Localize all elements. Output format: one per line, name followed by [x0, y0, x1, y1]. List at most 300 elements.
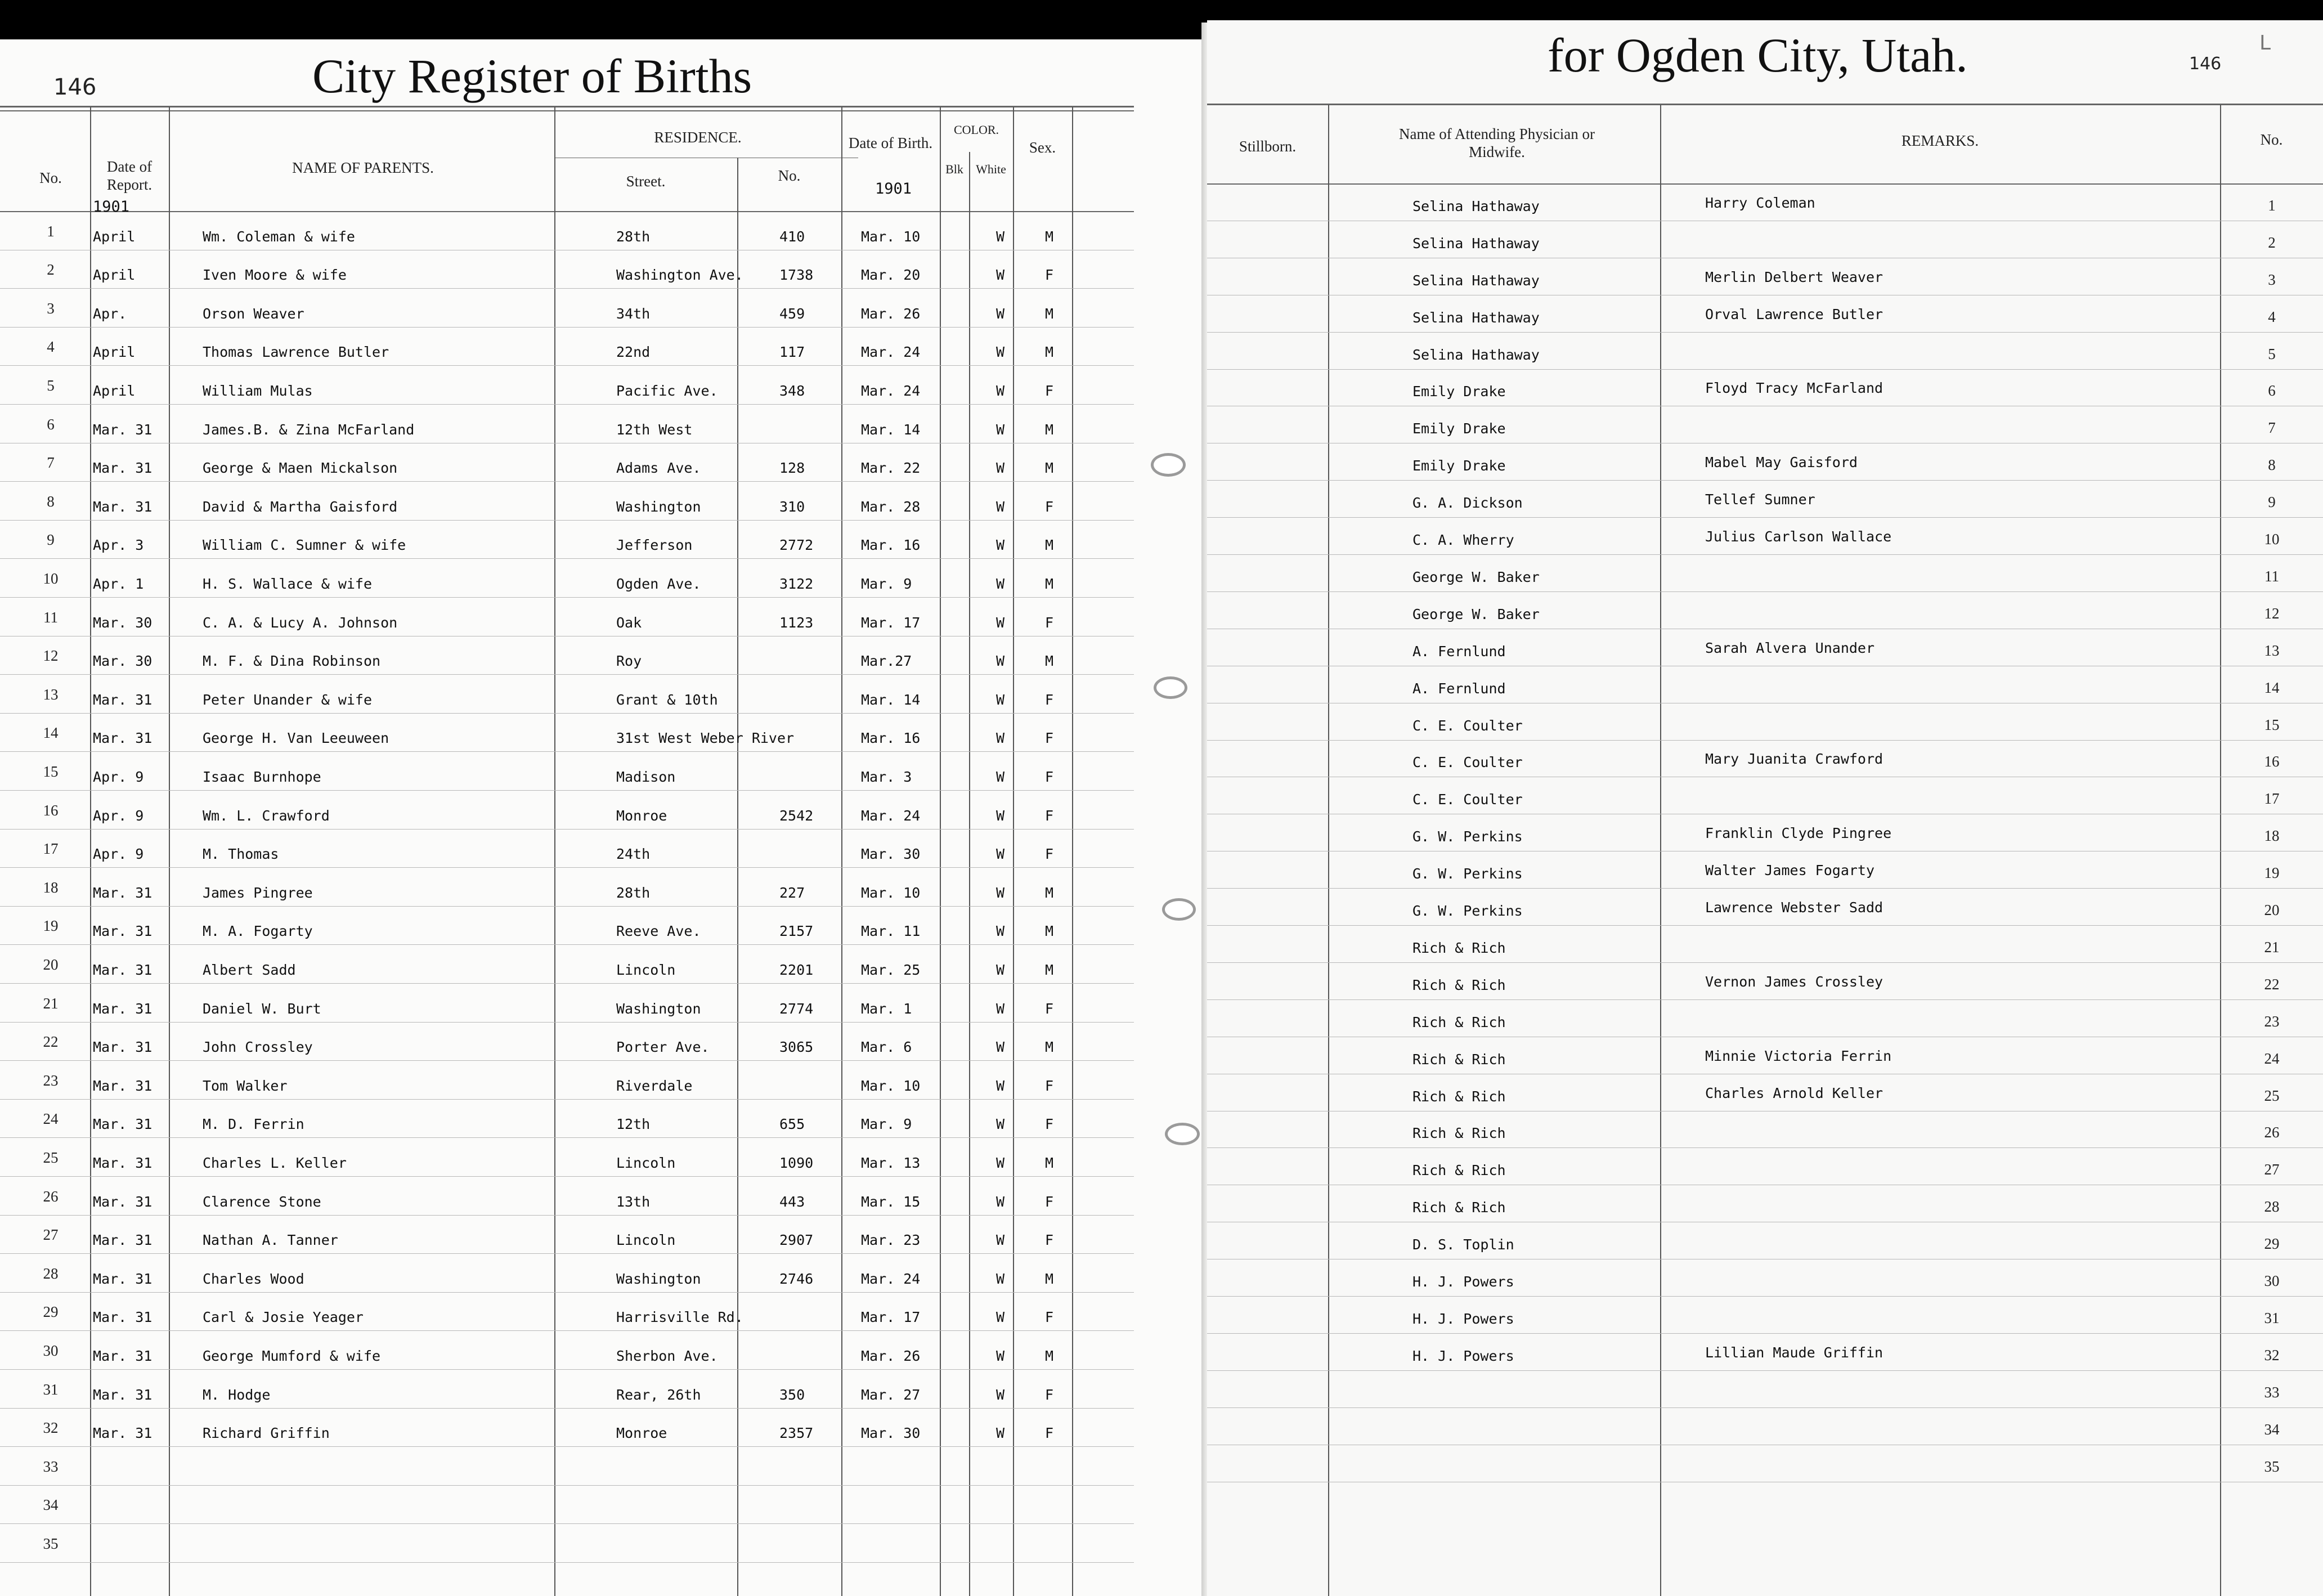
row-number: 29 — [43, 1303, 59, 1321]
row-number: 28 — [2264, 1198, 2280, 1216]
header-no: No. — [39, 169, 62, 186]
cell-street: 13th — [616, 1193, 651, 1210]
cell-parents: Orson Weaver — [203, 305, 304, 322]
cell-parents: M. Thomas — [203, 846, 279, 863]
cell-street: Washington — [616, 1000, 701, 1017]
cell-color: W — [996, 344, 1005, 361]
cell-birth: Mar. 24 — [861, 807, 921, 824]
cell-parents: George H. Van Leeuween — [203, 730, 389, 747]
row-rule — [0, 1292, 1134, 1293]
cell-color: W — [996, 1116, 1005, 1133]
cell-sex: F — [1045, 846, 1054, 863]
cell-street: Pacific Ave. — [616, 383, 718, 399]
row-rule — [1207, 1147, 2323, 1148]
cell-physician: Selina Hathaway — [1412, 235, 1540, 252]
row-rule — [0, 327, 1134, 328]
cell-physician: Rich & Rich — [1412, 1088, 1506, 1105]
cell-remarks: Franklin Clyde Pingree — [1705, 825, 1892, 842]
cell-physician: C. E. Coulter — [1412, 754, 1523, 771]
cell-report: Mar. 31 — [93, 1270, 153, 1287]
cell-color: W — [996, 1386, 1005, 1403]
col-divider — [940, 107, 941, 1596]
cell-color: W — [996, 1039, 1005, 1056]
cell-birth: Mar. 30 — [861, 1425, 921, 1442]
cell-num: 117 — [779, 344, 805, 361]
header-top-rule — [0, 106, 1134, 107]
header-stillborn: Stillborn. — [1239, 138, 1297, 155]
cell-color: W — [996, 962, 1005, 978]
row-number: 18 — [2264, 827, 2280, 845]
cell-sex: M — [1045, 1155, 1054, 1171]
cell-parents: Clarence Stone — [203, 1193, 321, 1210]
left-page — [0, 39, 1227, 1596]
cell-street: 34th — [616, 305, 651, 322]
row-number: 3 — [2268, 271, 2276, 288]
cell-color: W — [996, 1077, 1005, 1094]
cell-street: Rear, 26th — [616, 1386, 701, 1403]
cell-report: April — [93, 344, 136, 361]
cell-remarks: Vernon James Crossley — [1705, 973, 1883, 990]
cell-report: Mar. 31 — [93, 1386, 153, 1403]
cell-num: 2746 — [779, 1270, 814, 1287]
cell-remarks: Sarah Alvera Unander — [1705, 639, 1875, 656]
cell-physician: C. A. Wherry — [1412, 532, 1514, 548]
row-rule — [1207, 740, 2323, 741]
row-number: 27 — [2264, 1161, 2280, 1178]
cell-birth: Mar. 10 — [861, 228, 921, 245]
row-rule — [0, 404, 1134, 405]
cell-sex: M — [1045, 1270, 1054, 1287]
cell-parents: Thomas Lawrence Butler — [203, 344, 389, 361]
cell-physician: Selina Hathaway — [1412, 309, 1540, 326]
row-rule — [0, 1562, 1134, 1563]
row-number: 30 — [43, 1342, 59, 1359]
row-number: 31 — [43, 1380, 59, 1398]
row-number: 8 — [2268, 456, 2276, 474]
cell-birth: Mar. 1 — [861, 1000, 912, 1017]
cell-parents: Peter Unander & wife — [203, 691, 373, 708]
row-rule — [0, 1215, 1134, 1216]
cell-num: 3065 — [779, 1039, 814, 1056]
cell-remarks: Floyd Tracy McFarland — [1705, 380, 1883, 397]
row-number: 17 — [2264, 790, 2280, 808]
row-rule — [0, 674, 1134, 675]
row-number: 26 — [43, 1187, 59, 1205]
cell-physician: H. J. Powers — [1412, 1310, 1514, 1327]
header-bottom-rule — [1207, 183, 2323, 185]
cell-street: Adams Ave. — [616, 460, 701, 477]
cell-street: 12th West — [616, 421, 693, 438]
cell-num: 350 — [779, 1386, 805, 1403]
cell-sex: F — [1045, 498, 1054, 515]
row-number: 6 — [47, 415, 55, 433]
cell-color: W — [996, 807, 1005, 824]
cell-street: 24th — [616, 846, 651, 863]
row-number: 26 — [2264, 1124, 2280, 1141]
cell-sex: M — [1045, 884, 1054, 901]
cell-physician: C. E. Coulter — [1412, 717, 1523, 734]
row-rule — [0, 1253, 1134, 1254]
row-number: 4 — [2268, 308, 2276, 325]
row-number: 24 — [2264, 1050, 2280, 1067]
header-no: No. — [2260, 131, 2283, 148]
row-number: 34 — [43, 1496, 59, 1514]
cell-sex: M — [1045, 228, 1054, 245]
cell-physician: Selina Hathaway — [1412, 198, 1540, 214]
cell-birth: Mar. 14 — [861, 421, 921, 438]
row-rule — [1207, 1296, 2323, 1297]
cell-birth: Mar. 14 — [861, 691, 921, 708]
cell-report: Mar. 31 — [93, 962, 153, 978]
row-number: 10 — [43, 570, 59, 587]
row-rule — [0, 944, 1134, 945]
cell-birth: Mar. 24 — [861, 344, 921, 361]
header-street: Street. — [626, 173, 666, 190]
cell-street: Roy — [616, 653, 642, 670]
cell-report: Mar. 30 — [93, 653, 153, 670]
cell-remarks: Lawrence Webster Sadd — [1705, 899, 1883, 916]
row-number: 28 — [43, 1265, 59, 1282]
cell-birth: Mar. 27 — [861, 1386, 921, 1403]
col-divider — [1660, 105, 1661, 1596]
cell-color: W — [996, 267, 1005, 284]
cell-sex: M — [1045, 460, 1054, 477]
cell-birth: Mar. 13 — [861, 1155, 921, 1171]
cell-report: Mar. 31 — [93, 1077, 153, 1094]
cell-birth: Mar. 30 — [861, 846, 921, 863]
header-sex: Sex. — [1029, 139, 1056, 156]
row-rule — [0, 867, 1134, 868]
row-rule — [1207, 1370, 2323, 1371]
row-rule — [0, 1446, 1134, 1447]
row-rule — [1207, 332, 2323, 333]
row-rule — [0, 790, 1134, 791]
row-rule — [1207, 369, 2323, 370]
cell-report: Apr. 9 — [93, 846, 144, 863]
header-residence: RESIDENCE. — [654, 129, 742, 146]
col-divider — [554, 107, 555, 1596]
col-divider — [969, 152, 970, 1596]
right-page-number: 146 — [2189, 54, 2222, 74]
cell-color: W — [996, 614, 1005, 631]
cell-report: Apr. 9 — [93, 769, 144, 785]
cell-sex: F — [1045, 1193, 1054, 1210]
row-rule — [1207, 888, 2323, 889]
cell-report: Mar. 31 — [93, 421, 153, 438]
cell-parents: Nathan A. Tanner — [203, 1232, 338, 1249]
cell-num: 459 — [779, 305, 805, 322]
row-rule — [0, 288, 1134, 289]
cell-parents: William C. Sumner & wife — [203, 537, 406, 554]
cell-birth: Mar. 9 — [861, 1116, 912, 1133]
row-rule — [1207, 925, 2323, 926]
cell-physician: Rich & Rich — [1412, 1162, 1506, 1179]
cell-birth: Mar. 15 — [861, 1193, 921, 1210]
cell-report: April — [93, 267, 136, 284]
col-divider — [841, 107, 842, 1596]
cell-physician: Rich & Rich — [1412, 939, 1506, 956]
cell-num: 2157 — [779, 923, 814, 940]
cell-birth: Mar. 11 — [861, 923, 921, 940]
cell-parents: John Crossley — [203, 1039, 313, 1056]
cell-sex: M — [1045, 1039, 1054, 1056]
row-number: 13 — [43, 685, 59, 703]
header-remarks: REMARKS. — [1901, 132, 1979, 149]
cell-sex: F — [1045, 267, 1054, 284]
row-number: 4 — [47, 338, 55, 356]
row-rule — [0, 1330, 1134, 1331]
row-rule — [1207, 999, 2323, 1000]
row-number: 22 — [43, 1033, 59, 1051]
cell-birth: Mar. 3 — [861, 769, 912, 785]
row-number: 30 — [2264, 1272, 2280, 1289]
cell-parents: James Pingree — [203, 884, 313, 901]
cell-street: Riverdale — [616, 1077, 693, 1094]
row-number: 11 — [2264, 567, 2279, 585]
row-number: 6 — [2268, 382, 2276, 400]
cell-report: Mar. 31 — [93, 1425, 153, 1442]
cell-sex: M — [1045, 537, 1054, 554]
cell-birth: Mar. 10 — [861, 1077, 921, 1094]
cell-sex: F — [1045, 691, 1054, 708]
row-number: 35 — [2264, 1458, 2280, 1475]
cell-physician: Emily Drake — [1412, 383, 1506, 400]
cell-color: W — [996, 498, 1005, 515]
row-number: 13 — [2264, 642, 2280, 659]
cell-physician: H. J. Powers — [1412, 1274, 1514, 1290]
cell-color: W — [996, 576, 1005, 592]
cell-sex: M — [1045, 653, 1054, 670]
col-divider — [2220, 105, 2221, 1596]
cell-birth: Mar. 24 — [861, 1270, 921, 1287]
row-number: 9 — [2268, 494, 2276, 511]
cell-physician: A. Fernlund — [1412, 680, 1506, 697]
cell-report: Mar. 31 — [93, 1155, 153, 1171]
cell-num: 310 — [779, 498, 805, 515]
cell-physician: George W. Baker — [1412, 568, 1540, 585]
row-rule — [0, 365, 1134, 366]
header-birth-year: 1901 — [875, 180, 912, 198]
cell-parents: Wm. L. Crawford — [203, 807, 330, 824]
cell-num: 2774 — [779, 1000, 814, 1017]
cell-remarks: Lillian Maude Griffin — [1705, 1344, 1883, 1361]
row-rule — [0, 906, 1134, 907]
cell-physician: Selina Hathaway — [1412, 346, 1540, 363]
row-rule — [0, 829, 1134, 830]
row-number: 23 — [43, 1072, 59, 1089]
row-number: 2 — [2268, 234, 2276, 251]
cell-num: 410 — [779, 228, 805, 245]
cell-birth: Mar. 23 — [861, 1232, 921, 1249]
header-color: COLOR. — [953, 123, 999, 137]
cell-report: April — [93, 228, 136, 245]
row-number: 3 — [47, 299, 55, 317]
cell-num: 2357 — [779, 1425, 814, 1442]
cell-sex: F — [1045, 730, 1054, 747]
cell-parents: Daniel W. Burt — [203, 1000, 321, 1017]
cell-street: 31st West Weber River — [616, 730, 795, 747]
cell-street: Grant & 10th — [616, 691, 718, 708]
header-blk: Blk — [945, 162, 963, 176]
cell-sex: M — [1045, 923, 1054, 940]
cell-sex: F — [1045, 1232, 1054, 1249]
cell-color: W — [996, 846, 1005, 863]
cell-parents: Charles Wood — [203, 1270, 304, 1287]
binder-ring — [1162, 898, 1196, 921]
cell-physician: Emily Drake — [1412, 420, 1506, 437]
cell-parents: Richard Griffin — [203, 1425, 330, 1442]
cell-report: Mar. 31 — [93, 1000, 153, 1017]
cell-color: W — [996, 769, 1005, 785]
cell-birth: Mar. 9 — [861, 576, 912, 592]
col-divider — [90, 107, 91, 1596]
cell-remarks: Walter James Fogarty — [1705, 862, 1875, 879]
cell-sex: F — [1045, 1386, 1054, 1403]
right-page-title: for Ogden City, Utah. — [1548, 28, 1968, 82]
cell-birth: Mar. 10 — [861, 884, 921, 901]
cell-street: Washington Ave. — [616, 267, 743, 284]
row-number: 14 — [2264, 679, 2280, 696]
binder-ring — [1154, 676, 1187, 699]
row-number: 18 — [43, 878, 59, 896]
header-white: White — [976, 162, 1006, 176]
header-physician: Name of Attending Physician or Midwife. — [1399, 125, 1595, 161]
cell-report: Mar. 31 — [93, 923, 153, 940]
cell-physician: Rich & Rich — [1412, 976, 1506, 993]
cell-color: W — [996, 228, 1005, 245]
row-rule — [0, 558, 1134, 559]
cell-parents: David & Martha Gaisford — [203, 498, 398, 515]
row-number: 15 — [43, 763, 59, 780]
row-rule — [1207, 480, 2323, 481]
row-number: 1 — [2268, 196, 2276, 214]
row-number: 5 — [2268, 345, 2276, 362]
cell-report: Mar. 31 — [93, 884, 153, 901]
cell-num: 2907 — [779, 1232, 814, 1249]
cell-birth: Mar. 25 — [861, 962, 921, 978]
row-rule — [0, 1408, 1134, 1409]
cell-parents: William Mulas — [203, 383, 313, 399]
header-date-of-birth: Date of Birth. — [848, 135, 933, 151]
cell-parents: M. Hodge — [203, 1386, 271, 1403]
cell-num: 655 — [779, 1116, 805, 1133]
cell-color: W — [996, 691, 1005, 708]
cell-remarks: Julius Carlson Wallace — [1705, 528, 1892, 545]
cell-num: 1123 — [779, 614, 814, 631]
cell-sex: F — [1045, 1116, 1054, 1133]
cell-street: Washington — [616, 498, 701, 515]
row-number: 19 — [43, 917, 59, 935]
cell-num: 348 — [779, 383, 805, 399]
cell-report: Mar. 31 — [93, 498, 153, 515]
row-number: 23 — [2264, 1012, 2280, 1030]
cell-physician: Rich & Rich — [1412, 1014, 1506, 1030]
cell-street: Reeve Ave. — [616, 923, 701, 940]
cell-street: Oak — [616, 614, 642, 631]
cell-num: 128 — [779, 460, 805, 477]
cell-report: Apr. 3 — [93, 537, 144, 554]
cell-sex: M — [1045, 1348, 1054, 1364]
row-rule — [0, 1485, 1134, 1486]
row-number: 5 — [47, 377, 55, 394]
row-rule — [0, 481, 1134, 482]
corner-mark: L — [2259, 32, 2271, 55]
cell-parents: George Mumford & wife — [203, 1348, 381, 1364]
cell-color: W — [996, 1000, 1005, 1017]
row-rule — [1207, 591, 2323, 592]
binder-ring — [1151, 453, 1186, 477]
cell-physician: Rich & Rich — [1412, 1051, 1506, 1068]
cell-street: 12th — [616, 1116, 651, 1133]
cell-sex: F — [1045, 769, 1054, 785]
cell-street: Monroe — [616, 807, 667, 824]
header-bottom-rule — [0, 211, 1134, 212]
row-number: 12 — [43, 647, 59, 665]
row-number: 35 — [43, 1535, 59, 1552]
cell-num: 1090 — [779, 1155, 814, 1171]
col-divider — [1013, 107, 1014, 1596]
cell-street: Porter Ave. — [616, 1039, 710, 1056]
cell-sex: F — [1045, 614, 1054, 631]
cell-physician: Selina Hathaway — [1412, 272, 1540, 289]
cell-color: W — [996, 460, 1005, 477]
cell-parents: Tom Walker — [203, 1077, 288, 1094]
cell-num: 1738 — [779, 267, 814, 284]
row-number: 7 — [2268, 419, 2276, 437]
row-rule — [0, 1176, 1134, 1177]
cell-sex: M — [1045, 962, 1054, 978]
cell-parents: Wm. Coleman & wife — [203, 228, 355, 245]
cell-birth: Mar. 17 — [861, 614, 921, 631]
cell-parents: M. D. Ferrin — [203, 1116, 304, 1133]
cell-report: Mar. 31 — [93, 730, 153, 747]
cell-street: Ogden Ave. — [616, 576, 701, 592]
cell-parents: H. S. Wallace & wife — [203, 576, 373, 592]
cell-color: W — [996, 383, 1005, 399]
cell-physician: Rich & Rich — [1412, 1125, 1506, 1142]
cell-sex: F — [1045, 1077, 1054, 1094]
row-number: 16 — [2264, 753, 2280, 770]
cell-street: Lincoln — [616, 1155, 676, 1171]
header-name-of-parents: NAME OF PARENTS. — [292, 159, 434, 176]
row-number: 14 — [43, 724, 59, 742]
cell-birth: Mar. 17 — [861, 1309, 921, 1326]
row-rule — [0, 1060, 1134, 1061]
cell-sex: F — [1045, 1000, 1054, 1017]
left-page-title: City Register of Births — [312, 49, 752, 103]
cell-remarks: Mary Juanita Crawford — [1705, 751, 1883, 768]
cell-remarks: Mabel May Gaisford — [1705, 454, 1858, 471]
cell-num: 2772 — [779, 537, 814, 554]
header-top-rule-2 — [0, 110, 1134, 111]
row-number: 29 — [2264, 1235, 2280, 1253]
cell-report: Mar. 31 — [93, 1232, 153, 1249]
cell-street: 28th — [616, 884, 651, 901]
cell-birth: Mar. 24 — [861, 383, 921, 399]
cell-color: W — [996, 653, 1005, 670]
row-number: 19 — [2264, 864, 2280, 882]
cell-street: 22nd — [616, 344, 651, 361]
header-report-year: 1901 — [93, 198, 130, 216]
cell-report: Apr. 9 — [93, 807, 144, 824]
row-rule — [0, 1137, 1134, 1138]
row-number: 12 — [2264, 604, 2280, 622]
row-rule — [0, 751, 1134, 752]
row-number: 24 — [43, 1110, 59, 1128]
header-number: No. — [778, 167, 801, 184]
cell-birth: Mar. 16 — [861, 537, 921, 554]
cell-report: Mar. 31 — [93, 460, 153, 477]
